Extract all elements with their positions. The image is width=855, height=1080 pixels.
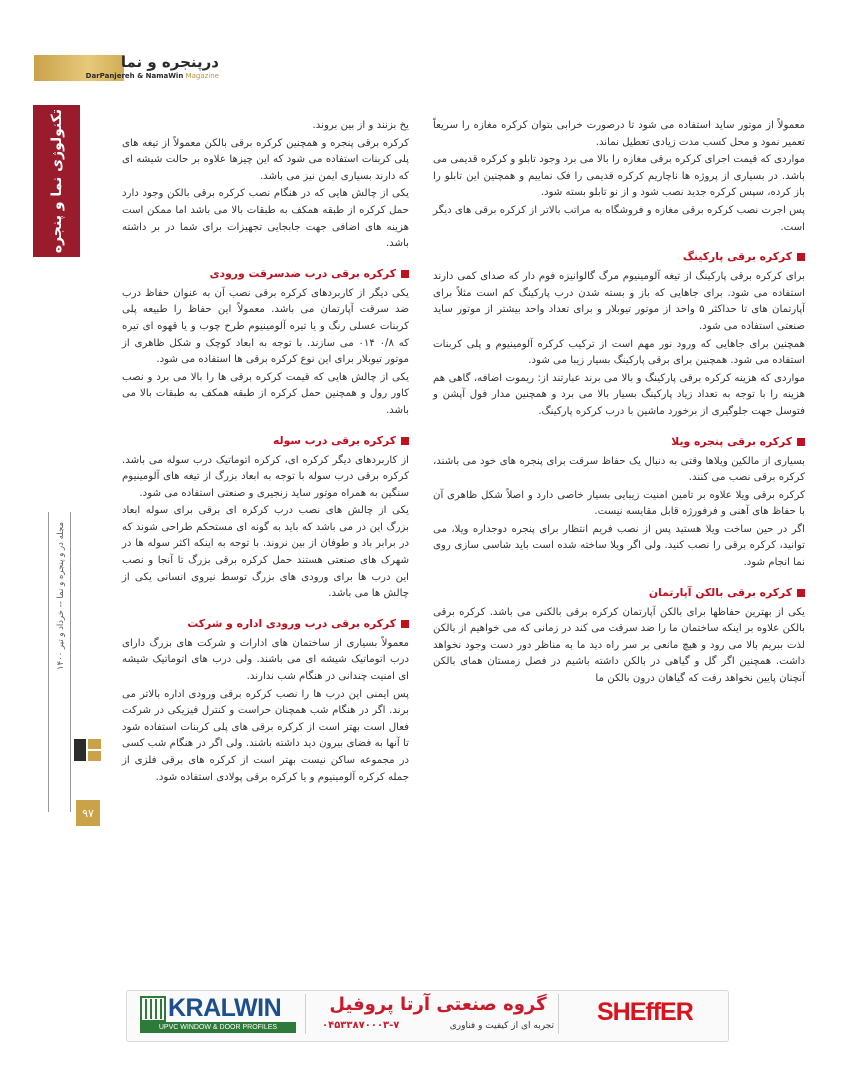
logo-subtitle	[86, 72, 219, 80]
article-column-left	[122, 118, 409, 787]
page-number: ۹۷	[76, 800, 100, 826]
side-magazine-line	[53, 522, 69, 732]
ad-divider	[558, 994, 559, 1034]
paragraph: کرکره برقی پنجره و همچنین کرکره برقی بالکن معمولاً از تیغه های پلی کربنات استفاده می شود که این چیزها علاوه بر حالت شیشه ای که دارند بسیاری ایمن نیز می باشد.	[122, 137, 409, 182]
ad-divider	[305, 994, 306, 1034]
window-icon	[74, 737, 102, 763]
paragraph: معمولاً بسیاری از ساختمان های ادارات و شرکت های بزرگ دارای درب اتوماتیک شیشه ای می باشند. ولی درب های اتوماتیک شیشه ای امنیت چندانی در هنگام شب ندارند.	[122, 637, 409, 683]
bullet-square-icon	[401, 437, 409, 445]
kralwin-name: KRALWIN	[168, 994, 282, 1022]
paragraph: از کاربردهای دیگر کرکره ای، کرکره اتوماتیک درب سوله می باشد. کرکره برقی درب سوله با توجه به ابعاد بزرگ از تیغه های آلومینیوم سنگین به همراه موتور ساید زنجیری و صنعتی استفاده می شود.	[122, 454, 409, 499]
paragraph: مواردی که قیمت اجرای کرکره برقی مغازه را بالا می برد وجود تابلو و کرکره قدیمی می باشد. در بسیاری از پروژه ها ناچاریم کرکره قدیمی را فک نماییم و همچنین این تابلو را باز کرده، سپس کرکره جدید نصب شود و از نو تابلو بسته شود.	[433, 154, 805, 199]
ad-tagline: تجربه ای از کیفیت و فناوری	[449, 1020, 554, 1031]
paragraph: همچنین برای جاهایی که ورود نور مهم است از ترکیب کرکره آلومینیوم و پلی کربنات استفاده می شود. همچنین برای برقی پارکینگ بسیار زیبا می شود.	[433, 338, 805, 367]
magazine-issue-text: مجله در و پنجره و نما -- خرداد و تیر ۱۴۰۰	[56, 522, 66, 670]
article-column-right	[433, 118, 805, 689]
bullet-square-icon	[401, 270, 409, 278]
window-frame-icon	[140, 996, 166, 1022]
paragraph: برای کرکره برقی پارکینگ از تیغه آلومینیوم مرگ گالوانیزه فوم دار که صدای کمی دارند استفاده می شود. برای جاهایی که باز و بسته شدن درب پارکینگ کم است مثلاً برای آپارتمان های تا حداکثر ۵ واحد از موتور تیوبلار و برای تعداد واحد بیشتر از موتور ساید صنعتی استفاده می شود.	[433, 271, 805, 332]
paragraph: یکی از چالش هایی که قیمت کرکره برقی ها را بالا می برد و نصب کاور رول و همچنین حمل کرکره از طبقه همکف به طبقات بالا می باشد.	[122, 371, 409, 416]
logo-name: درپنجره و نما	[120, 53, 219, 71]
section-tab	[33, 105, 80, 257]
paragraph: مواردی که هزینه کرکره برقی پارکینگ و بالا می برند عبارتند از: ریموت اضافه، گاهی هم هزینه را با توجه به تعداد زیاد پارکینگ بسیار بالا می برد و همچنین مدار فول آپشن و فتوسل جهت جلوگیری از برخورد ماشین با درب کرکره پارکینگ.	[433, 372, 805, 417]
section-heading: کرکره برقی درب سوله	[122, 433, 409, 448]
kralwin-logo	[140, 996, 296, 1034]
bullet-square-icon	[797, 589, 805, 597]
paragraph: یخ بزنند و از بین بروند.	[312, 120, 409, 131]
paragraph: یکی از بهترین حفاظها برای بالکن آپارتمان کرکره برقی بالکنی می باشد. کرکره برقی بالکن علاوه بر اینکه ساختمان ما را ضد سرقت می کند در زمانی که می خواهیم از بالکن لذت ببریم بالا می رود و هیچ مانعی بر سر راه دید ما به مناظر دور دست وجود نخواهد داشت. همچنین اگر گل و گیاهی در بالکن داشته باشیم در فصل زمستان همای بالکن آنچنان پایین نخواهد رفت که گیاهان درون بالکن ما	[433, 606, 805, 685]
kralwin-sub: UPVC WINDOW & DOOR PROFILES	[140, 1022, 296, 1033]
ad-tagline-row	[322, 1020, 554, 1031]
paragraph: پس ایمنی این درب ها را نصب کرکره برقی ورودی اداره بالاتر می برند. اگر در هنگام شب همچنان حراست و کنترل فیزیکی در شرکت فعال است بهتر است از کرکره برقی های پلی کربنات استفاده شود تا آنها به فضای بیرون دید داشته باشند. ولی اگر در هنگام شب کسی در مجموعه ساکن نیست بهتر است از کرکره های برقی فلزی از جمله کرکره آلومینیوم و یا کرکره برقی پولادی استفاده شود.	[122, 688, 409, 783]
paragraph: اگر در حین ساخت ویلا هستید پس از نصب فریم انتظار برای پنجره دوجداره ویلا، می توانید، کرکره برقی را نصب کنید. ولی اگر ویلا ساخته شده است باید شاسی سازی روی نما انجام شود.	[433, 523, 805, 569]
magazine-logo	[34, 53, 219, 87]
section-heading: کرکره برقی درب ورودی اداره و شرکت	[122, 616, 409, 631]
paragraph: یکی از چالش هایی که در هنگام نصب کرکره برقی بالکن وجود دارد حمل کرکره از طبقه همکف به طبقات بالا می باشد اما ممکن است هزینه های اضافی جهت جابجایی تجهیزات برای شما در بر داشته باشد.	[122, 188, 409, 250]
bullet-square-icon	[797, 253, 805, 261]
side-divider	[70, 512, 71, 812]
ad-company-name: گروه صنعتی آرتا پروفیل	[329, 994, 547, 1015]
section-heading: کرکره برقی درب ضدسرقت ورودی	[122, 266, 409, 281]
bullet-square-icon	[797, 438, 805, 446]
ad-phone: ۰۴۵۳۳۸۷۰۰۰۳-۷	[322, 1020, 400, 1031]
side-divider	[48, 512, 49, 812]
paragraph: بسیاری از مالکین ویلاها وقتی به دنبال یک حفاظ سرقت برای پنجره های خود می باشند، کرکره برقی نصب می کنند.	[433, 455, 805, 484]
paragraph: یکی از چالش های نصب درب کرکره ای برقی برای سوله ابعاد بزرگ این در می باشد که باید به گونه ای مستحکم طراحی شوند که در برابر باد و طوفان از بین نروند. با توجه به اینکه اکثر سوله ها در شهرک های صنعتی هستند حمل کرکره برقی بزرگ تا آنجا و نصب این درب ها برای ورودی های بزرگ توسط نیروی انسانی یکی از چالش ها می باشد.	[122, 505, 409, 600]
section-heading: کرکره برقی پنجره ویلا	[433, 434, 805, 449]
paragraph: کرکره برقی ویلا علاوه بر تامین امنیت زیبایی بسیار خاصی دارد و اصلاً شکل ظاهری آن با حفاظ های آهنی و فرفورژه قابل مقایسه نیست.	[433, 489, 805, 518]
sheffer-logo: SHEffER	[597, 998, 693, 1026]
paragraph: معمولاً از موتور ساید استفاده می شود تا درصورت خرابی بتوان کرکره مغازه را سریعاً تعمیر نمود و محل کسب مدت زیادی تعطیل نماند.	[433, 120, 805, 148]
logo-sub-accent: Magazine	[185, 72, 219, 80]
section-heading: کرکره برقی بالکن آپارتمان	[433, 585, 805, 600]
section-heading: کرکره برقی پارکینگ	[433, 249, 805, 264]
bullet-square-icon	[401, 620, 409, 628]
paragraph: یکی دیگر از کاربردهای کرکره برقی نصب آن به عنوان حفاظ درب ضد سرقت آپارتمان می باشد. معمولاً این حفاظ را طبیعه پلی کربنات عسلی رنگ و یا تیره آلومینیوم طرح چوب و یا قهوه ای تیره که ۰/۸ ۰۱۴ می سازند. با توجه به ابعاد کوچک و شکل ظاهری از موتور تیوبلار برای این نوع کرکره برقی ها استفاده می شود.	[122, 287, 409, 366]
logo-sub-latin: DarPanjereh & NamaWin	[85, 72, 184, 80]
section-tab-label: تکنولوژی نما و پنجره	[48, 108, 65, 254]
paragraph: پس اجرت نصب کرکره برقی مغازه و فروشگاه به مراتب بالاتر از کرکره برقی های دیگر است.	[433, 204, 805, 233]
